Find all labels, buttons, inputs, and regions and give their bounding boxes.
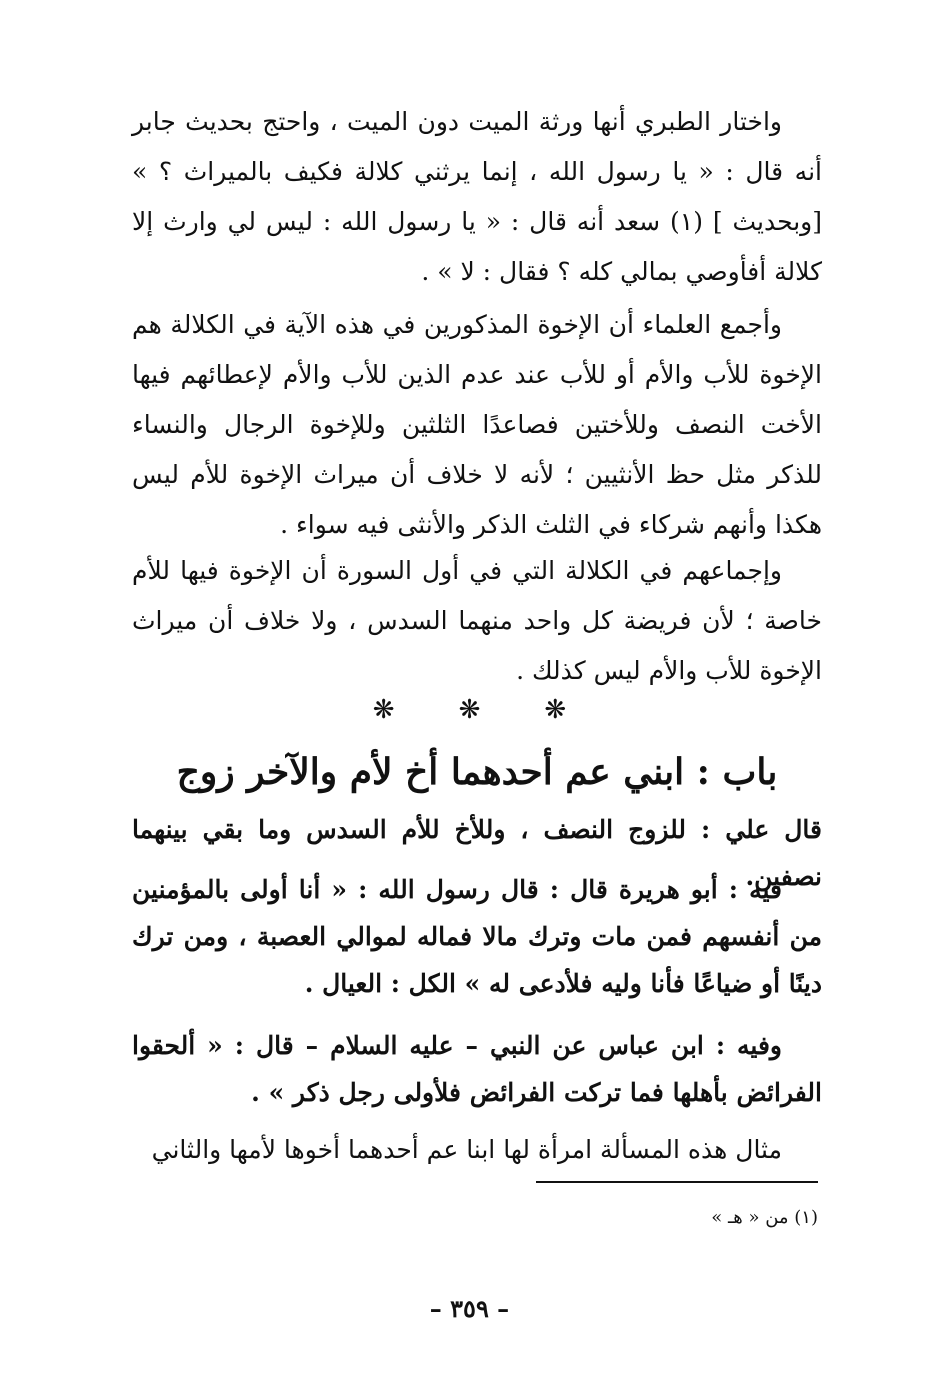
paragraph-ali-statement: قال علي : للزوج النصف ، وللأخ للأم السدس وما بقي بينهما نصفين.: [132, 815, 822, 891]
ornament-star-icon: ❋: [372, 695, 395, 725]
paragraph-kalala-first-surah: وإجماعهم في الكلالة التي في أول السورة أن الإخوة فيها للأم خاصة ؛ لأن فريضة كل واحد منهما السدس ، ولا خلاف أن ميراث الإخوة للأب والأم ليس كذلك .: [132, 556, 822, 685]
page-number: – ٣٥٩ –: [429, 1294, 510, 1323]
footnote-divider: [536, 1181, 818, 1183]
paragraph-ibn-abbas-hadith: وفيه : ابن عباس عن النبي – عليه السلام – قال : « ألحقوا الفرائض بأهلها فما تركت الفرائض فلأولى رجل ذكر » .: [132, 1031, 822, 1107]
section-divider: [0, 690, 939, 730]
ornament-star-icon: ❋: [544, 695, 567, 725]
paragraph-scholars-consensus: وأجمع العلماء أن الإخوة المذكورين في هذه الآية في الكلالة هم الإخوة للأب والأم أو للأب عند عدم الذين للأب والأم لإعطائهم فيها الأخت النصف وللأختين فصاعدًا الثلثين وللإخوة الرجال والنساء للذكر مثل حظ الأنثيين ؛ لأنه لا خلاف أن ميراث الإخوة للأم ليس هكذا وأنهم شركاء في الثلث الذكر والأنثى فيه سواء .: [132, 310, 822, 539]
ornament-star-icon: ❋: [458, 695, 481, 725]
paragraph-tabari: واختار الطبري أنها ورثة الميت دون الميت ، واحتج بحديث جابر أنه قال : « يا رسول الله ، إنما يرثني كلالة فكيف بالميراث ؟ » [وبحديث ] (١) سعد أنه قال : « يا رسول الله : ليس لي وارث إلا كلالة أفأوصي بمالي كله ؟ فقال : لا » .: [132, 107, 823, 286]
footnote: (١) من « هـ »: [711, 1207, 818, 1228]
paragraph-abu-hurayra-hadith: فيه : أبو هريرة قال : قال رسول الله : « أنا أولى بالمؤمنين من أنفسهم فمن مات وترك مالا فماله لموالي العصبة ، ومن ترك دينًا أو ضياعًا فأنا وليه فلأدعى له » الكل : العيال .: [132, 875, 822, 998]
paragraph-example: مثال هذه المسألة امرأة لها ابنا عم أحدهما أخوها لأمها والثاني: [151, 1135, 782, 1164]
chapter-heading: باب : ابني عم أحدهما أخ لأم والآخر زوج: [176, 751, 778, 793]
